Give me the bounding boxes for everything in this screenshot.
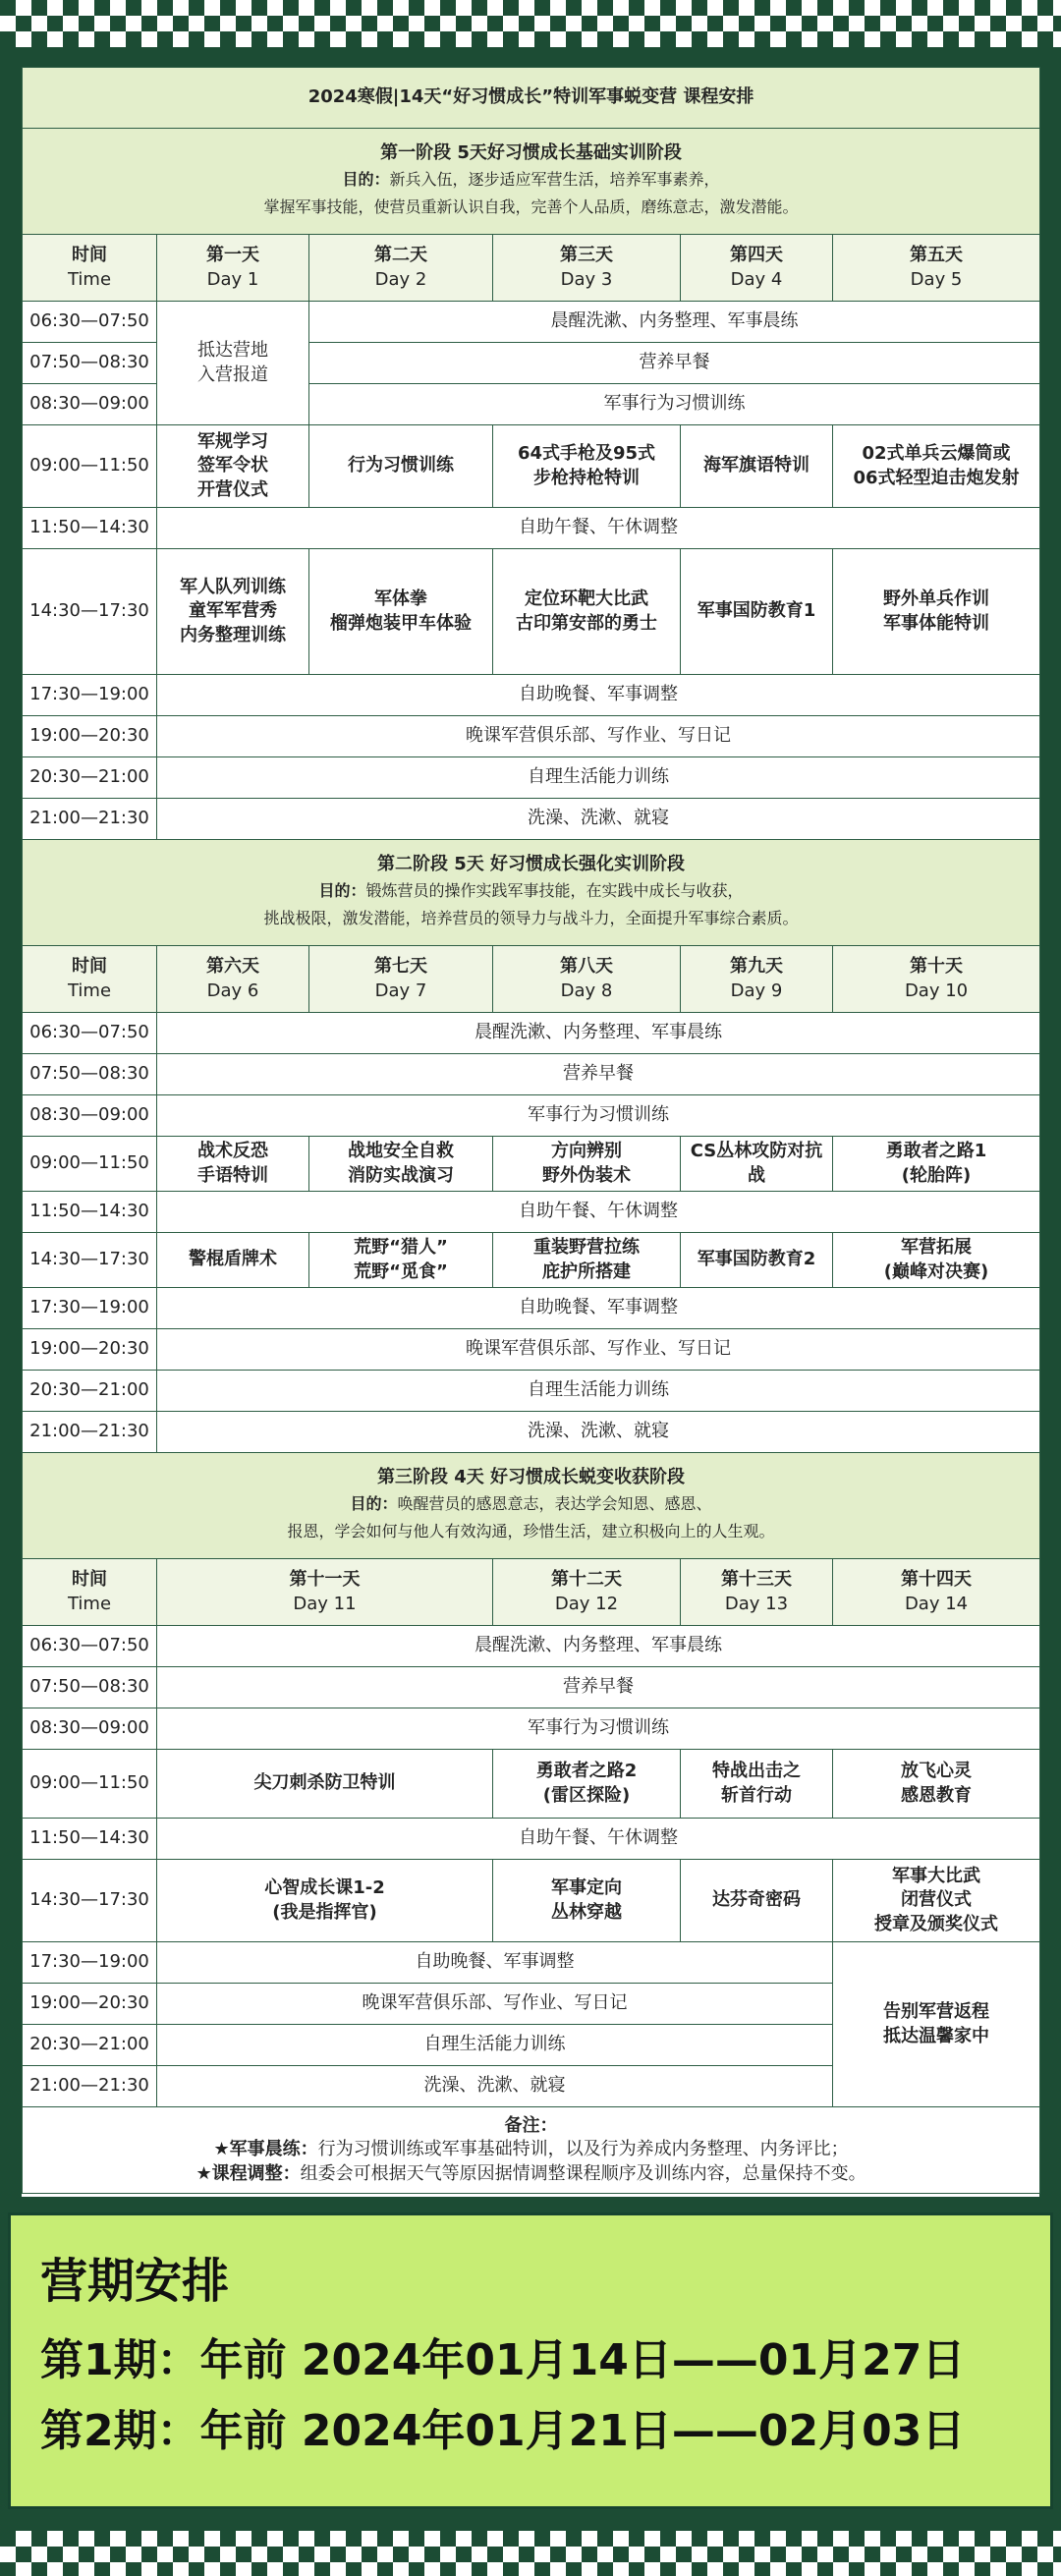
activity-cell: 放飞心灵 感恩教育 bbox=[833, 1750, 1040, 1819]
time-cell: 17:30—19:00 bbox=[23, 675, 157, 716]
time-cell: 06:30—07:50 bbox=[23, 1626, 157, 1667]
activity-cell: 军事行为习惯训练 bbox=[309, 384, 1040, 425]
stage2-title: 第二阶段 5天 好习惯成长强化实训阶段 bbox=[377, 854, 686, 875]
schedule-table bbox=[22, 67, 1040, 2194]
activity-cell: 洗澡、洗漱、就寝 bbox=[157, 799, 1040, 840]
time-cell: 06:30—07:50 bbox=[23, 302, 157, 343]
time-cell: 14:30—17:30 bbox=[23, 549, 157, 675]
activity-cell: 军人队列训练 童军军营秀 内务整理训练 bbox=[157, 549, 309, 675]
time-cell: 14:30—17:30 bbox=[23, 1233, 157, 1288]
activity-cell: 军规学习 签军令状 开营仪式 bbox=[157, 425, 309, 508]
time-cell: 14:30—17:30 bbox=[23, 1860, 157, 1942]
activity-cell: 自助晚餐、军事调整 bbox=[157, 1288, 1040, 1329]
activity-cell: 营养早餐 bbox=[157, 1667, 1040, 1708]
time-header: 时间 Time bbox=[23, 946, 157, 1013]
time-cell: 08:30—09:00 bbox=[23, 384, 157, 425]
stage3-title: 第三阶段 4天 好习惯成长蜕变收获阶段 bbox=[377, 1467, 686, 1488]
activity-cell: 军事国防教育1 bbox=[681, 549, 833, 675]
checker-border-top bbox=[0, 0, 1061, 47]
activity-cell: 方向辨别 野外伪装术 bbox=[493, 1137, 681, 1192]
time-cell: 07:50—08:30 bbox=[23, 343, 157, 384]
time-cell: 06:30—07:50 bbox=[23, 1013, 157, 1054]
day-header: 第十三天 Day 13 bbox=[681, 1559, 833, 1626]
day-header: 第十二天 Day 12 bbox=[493, 1559, 681, 1626]
activity-cell: 02式单兵云爆筒或 06式轻型迫击炮发射 bbox=[833, 425, 1040, 508]
schedule-sheet bbox=[22, 67, 1039, 2197]
stage3-goal-label: 目的： bbox=[350, 1493, 398, 1513]
activity-cell: 荒野“猎人” 荒野“觅食” bbox=[309, 1233, 493, 1288]
activity-cell: 达芬奇密码 bbox=[681, 1860, 833, 1942]
activity-cell: 晨醒洗漱、内务整理、军事晨练 bbox=[157, 1626, 1040, 1667]
activity-cell: 自理生活能力训练 bbox=[157, 2025, 833, 2066]
stage1-title: 第一阶段 5天好习惯成长基础实训阶段 bbox=[380, 142, 682, 164]
activity-cell: 营养早餐 bbox=[157, 1054, 1040, 1095]
time-cell: 08:30—09:00 bbox=[23, 1708, 157, 1750]
activity-cell: 自理生活能力训练 bbox=[157, 757, 1040, 799]
camp-period-1: 第1期：年前 2024年01月14日——01月27日 bbox=[40, 2335, 966, 2385]
activity-cell: 军事行为习惯训练 bbox=[157, 1708, 1040, 1750]
stage2-goal-label: 目的： bbox=[318, 880, 366, 900]
activity-cell: 勇敢者之路2 (雷区探险) bbox=[493, 1750, 681, 1819]
activity-cell: 抵达营地 入营报道 bbox=[157, 302, 309, 425]
activity-cell: 军事定向 丛林穿越 bbox=[493, 1860, 681, 1942]
activity-cell: 军事大比武 闭营仪式 授章及颁奖仪式 bbox=[833, 1860, 1040, 1942]
stage2-goal-2: 挑战极限，激发潜能，培养营员的领导力与战斗力，全面提升军事综合素质。 bbox=[263, 908, 799, 927]
activity-cell: 洗澡、洗漱、就寝 bbox=[157, 1412, 1040, 1453]
day-header: 第十天 Day 10 bbox=[833, 946, 1040, 1013]
stage2-header bbox=[23, 840, 1040, 946]
time-cell: 20:30—21:00 bbox=[23, 1371, 157, 1412]
activity-cell: 晚课军营俱乐部、写作业、写日记 bbox=[157, 716, 1040, 757]
activity-cell: 军营拓展 (巅峰对决赛) bbox=[833, 1233, 1040, 1288]
time-cell: 17:30—19:00 bbox=[23, 1942, 157, 1984]
activity-cell: 行为习惯训练 bbox=[309, 425, 493, 508]
note-2-text: 组委会可根据天气等原因据情调整课程顺序及训练内容，总量保持不变。 bbox=[300, 2162, 866, 2184]
activity-cell: CS丛林攻防对抗 战 bbox=[681, 1137, 833, 1192]
activity-cell: 警棍盾牌术 bbox=[157, 1233, 309, 1288]
activity-cell: 自助午餐、午休调整 bbox=[157, 1819, 1040, 1860]
time-cell: 07:50—08:30 bbox=[23, 1054, 157, 1095]
stage3-header bbox=[23, 1453, 1040, 1559]
day-header: 第九天 Day 9 bbox=[681, 946, 833, 1013]
camp-schedule-box bbox=[8, 2212, 1053, 2509]
activity-cell: 尖刀刺杀防卫特训 bbox=[157, 1750, 493, 1819]
activity-cell: 自助晚餐、军事调整 bbox=[157, 1942, 833, 1984]
activity-cell: 战地安全自救 消防实战演习 bbox=[309, 1137, 493, 1192]
note-1-label: ★军事晨练： bbox=[213, 2139, 318, 2160]
time-header: 时间 Time bbox=[23, 235, 157, 302]
activity-cell: 营养早餐 bbox=[309, 343, 1040, 384]
day-header: 第五天 Day 5 bbox=[833, 235, 1040, 302]
note-2-label: ★课程调整： bbox=[195, 2162, 301, 2184]
day-header: 第十一天 Day 11 bbox=[157, 1559, 493, 1626]
day-header: 第十四天 Day 14 bbox=[833, 1559, 1040, 1626]
day-header: 第二天 Day 2 bbox=[309, 235, 493, 302]
activity-cell: 重装野营拉练 庇护所搭建 bbox=[493, 1233, 681, 1288]
activity-cell: 勇敢者之路1 (轮胎阵) bbox=[833, 1137, 1040, 1192]
time-cell: 09:00—11:50 bbox=[23, 1750, 157, 1819]
camp-heading: 营期安排 bbox=[40, 2254, 230, 2309]
stage1-header bbox=[23, 129, 1040, 235]
activity-cell: 野外单兵作训 军事体能特训 bbox=[833, 549, 1040, 675]
time-cell: 17:30—19:00 bbox=[23, 1288, 157, 1329]
day-header: 第六天 Day 6 bbox=[157, 946, 309, 1013]
time-cell: 20:30—21:00 bbox=[23, 2025, 157, 2066]
time-cell: 21:00—21:30 bbox=[23, 799, 157, 840]
day-header: 第八天 Day 8 bbox=[493, 946, 681, 1013]
note-1-text: 行为习惯训练或军事基础特训，以及行为养成内务整理、内务评比； bbox=[317, 2139, 849, 2160]
time-cell: 21:00—21:30 bbox=[23, 1412, 157, 1453]
time-cell: 09:00—11:50 bbox=[23, 425, 157, 508]
activity-cell: 定位环靶大比武 古印第安部的勇士 bbox=[493, 549, 681, 675]
activity-cell: 军事行为习惯训练 bbox=[157, 1095, 1040, 1137]
activity-cell: 晨醒洗漱、内务整理、军事晨练 bbox=[309, 302, 1040, 343]
day-header: 第一天 Day 1 bbox=[157, 235, 309, 302]
camp-period-2: 第2期：年前 2024年01月21日——02月03日 bbox=[40, 2406, 966, 2456]
page-title: 2024寒假|14天“好习惯成长”特训军事蜕变营 课程安排 bbox=[23, 68, 1040, 129]
time-header: 时间 Time bbox=[23, 1559, 157, 1626]
notes-title: 备注： bbox=[504, 2115, 558, 2137]
activity-cell: 自助午餐、午休调整 bbox=[157, 1192, 1040, 1233]
time-cell: 20:30—21:00 bbox=[23, 757, 157, 799]
activity-cell: 自助午餐、午休调整 bbox=[157, 508, 1040, 549]
stage3-goal-2: 报恩，学会如何与他人有效沟通，珍惜生活，建立积极向上的人生观。 bbox=[287, 1521, 775, 1540]
activity-cell: 军体拳 榴弹炮装甲车体验 bbox=[309, 549, 493, 675]
time-cell: 11:50—14:30 bbox=[23, 1819, 157, 1860]
day-header: 第四天 Day 4 bbox=[681, 235, 833, 302]
time-cell: 19:00—20:30 bbox=[23, 716, 157, 757]
activity-cell: 心智成长课1-2 (我是指挥官) bbox=[157, 1860, 493, 1942]
time-cell: 19:00—20:30 bbox=[23, 1984, 157, 2025]
activity-cell: 自理生活能力训练 bbox=[157, 1371, 1040, 1412]
notes-section bbox=[23, 2107, 1040, 2194]
activity-cell: 晚课军营俱乐部、写作业、写日记 bbox=[157, 1984, 833, 2025]
activity-cell: 晚课军营俱乐部、写作业、写日记 bbox=[157, 1329, 1040, 1371]
activity-cell: 军事国防教育2 bbox=[681, 1233, 833, 1288]
time-cell: 08:30—09:00 bbox=[23, 1095, 157, 1137]
activity-cell: 战术反恐 手语特训 bbox=[157, 1137, 309, 1192]
time-cell: 11:50—14:30 bbox=[23, 1192, 157, 1233]
time-cell: 21:00—21:30 bbox=[23, 2066, 157, 2107]
day-header: 第三天 Day 3 bbox=[493, 235, 681, 302]
farewell-cell: 告别军营返程 抵达温馨家中 bbox=[833, 1942, 1040, 2107]
stage1-goal-2: 掌握军事技能，使营员重新认识自我，完善个人品质，磨练意志，激发潜能。 bbox=[263, 196, 799, 216]
activity-cell: 洗澡、洗漱、就寝 bbox=[157, 2066, 833, 2107]
time-cell: 11:50—14:30 bbox=[23, 508, 157, 549]
stage1-goal-1: 新兵入伍，逐步适应军营生活，培养军事素养， bbox=[389, 169, 720, 189]
time-cell: 07:50—08:30 bbox=[23, 1667, 157, 1708]
time-cell: 09:00—11:50 bbox=[23, 1137, 157, 1192]
checker-border-bottom bbox=[0, 2531, 1061, 2576]
day-header: 第七天 Day 7 bbox=[309, 946, 493, 1013]
activity-cell: 自助晚餐、军事调整 bbox=[157, 675, 1040, 716]
activity-cell: 海军旗语特训 bbox=[681, 425, 833, 508]
stage2-goal-1: 锻炼营员的操作实践军事技能，在实践中成长与收获， bbox=[365, 880, 744, 900]
stage3-goal-1: 唤醒营员的感恩意志，表达学会知恩、感恩、 bbox=[397, 1493, 712, 1513]
activity-cell: 晨醒洗漱、内务整理、军事晨练 bbox=[157, 1013, 1040, 1054]
activity-cell: 64式手枪及95式 步枪持枪特训 bbox=[493, 425, 681, 508]
activity-cell: 特战出击之 斩首行动 bbox=[681, 1750, 833, 1819]
stage1-goal-label: 目的： bbox=[342, 169, 390, 189]
time-cell: 19:00—20:30 bbox=[23, 1329, 157, 1371]
